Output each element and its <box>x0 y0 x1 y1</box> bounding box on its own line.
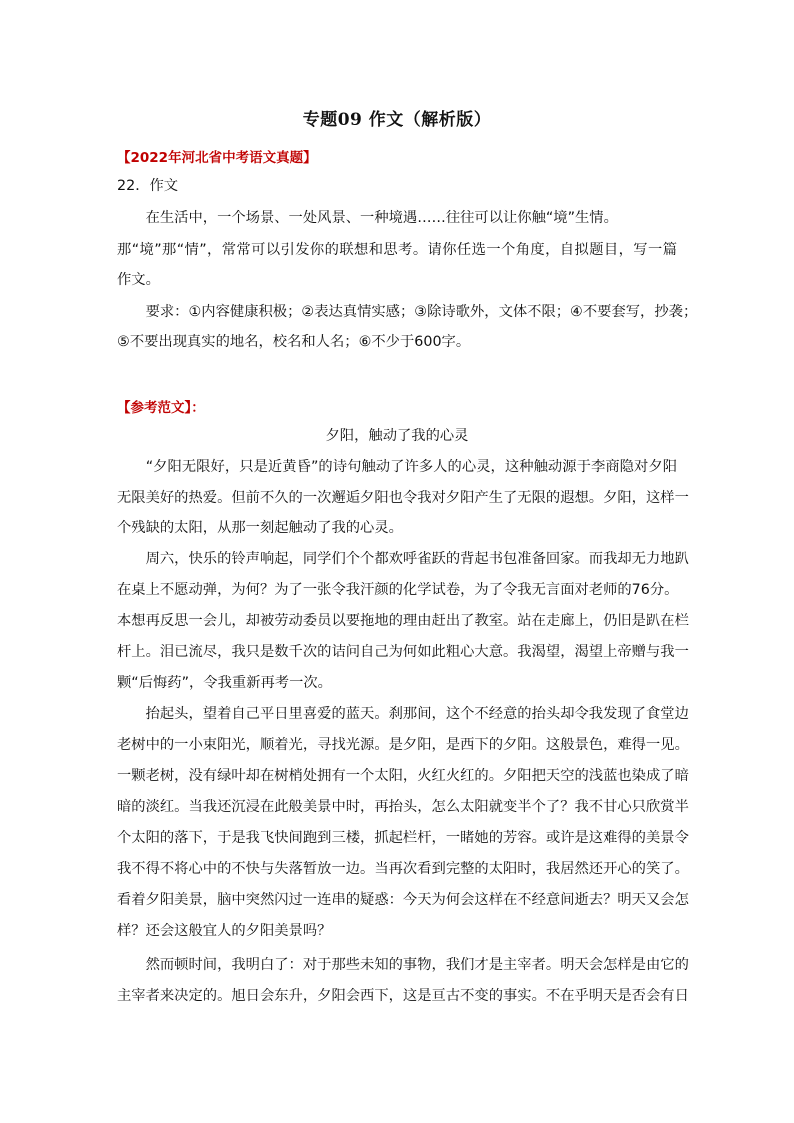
prompt-line: 在生活中，一个场景、一处风景、一种境遇……往往可以让你触“境”生情。 <box>117 210 618 226</box>
essay-line: 杆上。泪已流尽，我只是数千次的诘问自己为何如此粗心大意。我渴望，渴望上帝赠与我一 <box>117 644 689 660</box>
essay-line: 个太阳的落下，于是我飞快间跑到三楼，抓起栏杆，一睹她的芳容。或许是这难得的美景令 <box>117 830 689 846</box>
question-number: 22．作文 <box>117 178 179 194</box>
exam-heading: 【2022年河北省中考语文真题】 <box>117 150 317 166</box>
essay-line: 一颗老树，没有绿叶却在树梢处拥有一个太阳，火红火红的。夕阳把天空的浅蓝也染成了暗 <box>117 768 689 784</box>
essay-line: 在桌上不愿动弹，为何？为了一张令我汗颜的化学试卷，为了令我无言面对老师的76分。 <box>117 582 679 598</box>
prompt-line: 那“境”那“情”，常常可以引发你的联想和思考。请你任选一个角度，自拟题目，写一篇 <box>117 242 677 258</box>
prompt-line: ⑤不要出现真实的地名，校名和人名；⑥不少于600字。 <box>117 334 471 350</box>
essay-line: 无限美好的热爱。但前不久的一次邂逅夕阳也令我对夕阳产生了无限的遐想。夕阳，这样一 <box>117 490 689 506</box>
essay-title: 夕阳，触动了我的心灵 <box>325 428 469 444</box>
essay-line: 老树中的一小束阳光，顺着光，寻找光源。是夕阳，是西下的夕阳。这般景色，难得一见。 <box>117 737 689 753</box>
essay-line: 周六，快乐的铃声响起，同学们个个都欢呼雀跃的背起书包准备回家。而我却无力地趴 <box>117 551 689 567</box>
page-title: 专题09 作文（解析版） <box>302 110 492 130</box>
sample-heading: 【参考范文】： <box>117 400 205 416</box>
essay-line: 暗的淡红。当我还沉浸在此般美景中时，再抬头，怎么太阳就变半个了？我不甘心只欣赏半 <box>117 799 689 815</box>
essay-line: 本想再反思一会儿，却被劳动委员以要拖地的理由赶出了教室。站在走廊上，仍旧是趴在栏 <box>117 613 689 629</box>
prompt-line: 作文。 <box>117 272 160 288</box>
essay-line: 主宰者来决定的。旭日会东升，夕阳会西下，这是亘古不变的事实。不在乎明天是否会有日 <box>117 988 689 1004</box>
essay-line: 然而顿时间，我明白了：对于那些未知的事物，我们才是主宰者。明天会怎样是由它的 <box>117 957 689 973</box>
prompt-line: 要求：①内容健康积极；②表达真情实感；③除诗歌外，文体不限；④不要套写，抄袭； <box>117 304 698 320</box>
essay-line: 我不得不将心中的不快与失落暂放一边。当再次看到完整的太阳时，我居然还开心的笑了。 <box>117 861 689 877</box>
essay-line: 样？还会这般宜人的夕阳美景吗？ <box>117 923 332 939</box>
essay-line: 看着夕阳美景，脑中突然闪过一连串的疑惑：今天为何会这样在不经意间逝去？明天又会怎 <box>117 892 689 908</box>
essay-line: 抬起头，望着自己平日里喜爱的蓝天。刹那间，这个不经意的抬头却令我发现了食堂边 <box>117 706 689 722</box>
essay-line: 个残缺的太阳，从那一刻起触动了我的心灵。 <box>117 520 403 536</box>
essay-line: “夕阳无限好，只是近黄昏”的诗句触动了许多人的心灵，这种触动源于李商隐对夕阳 <box>117 459 677 475</box>
essay-line: 颗“后悔药”，令我重新再考一次。 <box>117 675 332 691</box>
